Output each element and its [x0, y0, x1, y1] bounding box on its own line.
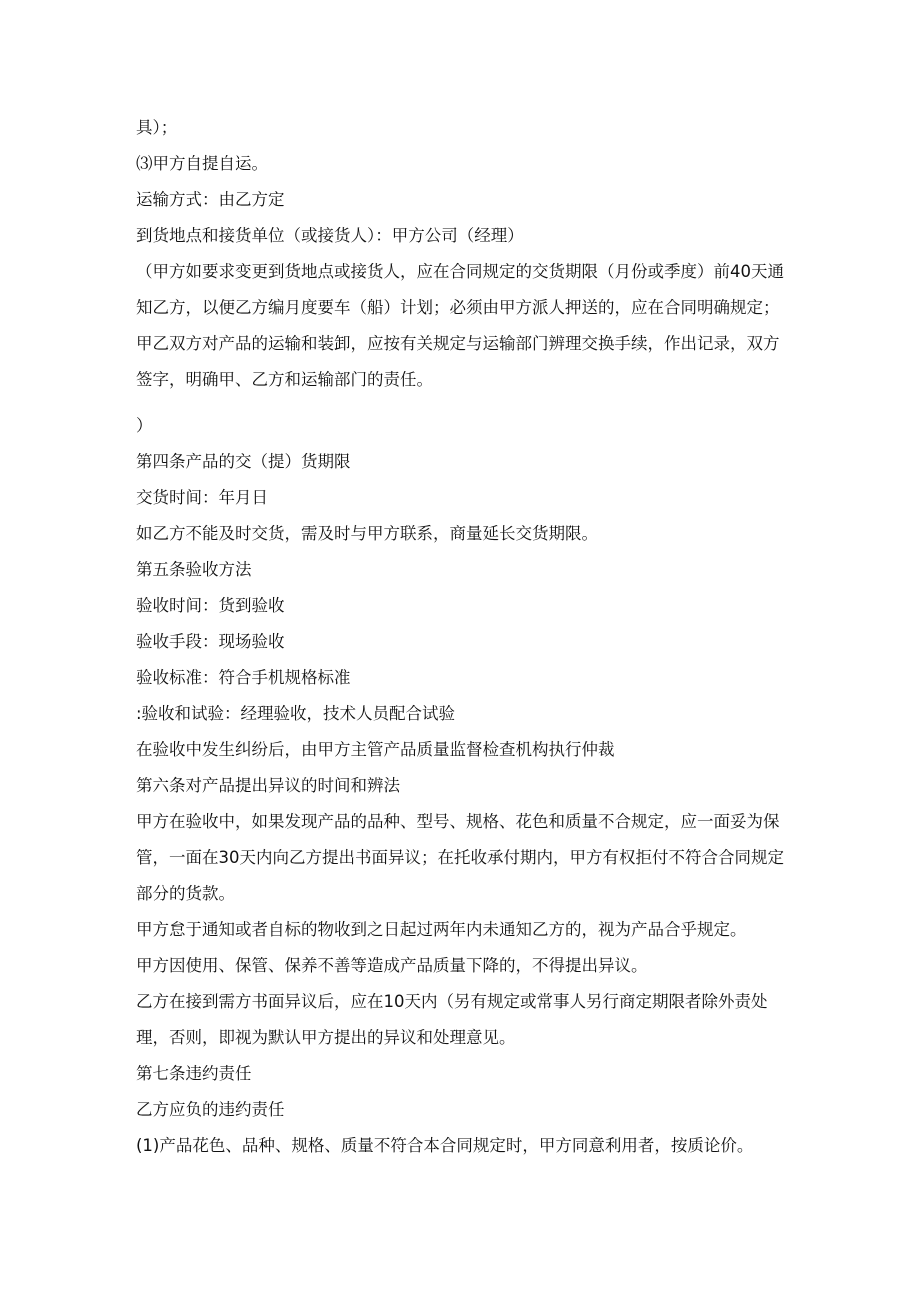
document-body: [136, 110, 786, 1164]
paragraph: 甲方在验收中，如果发现产品的品种、型号、规格、花色和质量不合规定，应一面妥为保管，一面在30天内向乙方提出书面异议；在托收承付期内，甲方有权拒付不符合合同规定部分的货款。: [136, 812, 784, 903]
paragraph: 验收标准：符合手机规格标准: [136, 668, 351, 687]
paragraph: ⑶甲方自提自运。: [136, 154, 268, 173]
section-heading: 第四条产品的交（提）货期限: [136, 452, 351, 471]
paragraph: 到货地点和接货单位（或接货人）：甲方公司（经理）: [136, 226, 524, 245]
paragraph: ）: [136, 416, 153, 435]
paragraph: 如乙方不能及时交货，需及时与甲方联系，商量延长交货期限。: [136, 524, 598, 543]
paragraph: 验收手段：现场验收: [136, 632, 285, 651]
paragraph: 交货时间：年月日: [136, 488, 268, 507]
paragraph: 运输方式：由乙方定: [136, 190, 285, 209]
paragraph: 在验收中发生纠纷后，由甲方主管产品质量监督检查机构执行仲裁: [136, 740, 615, 759]
paragraph: (1)产品花色、品种、规格、质量不符合本合同规定时，甲方同意利用者，按质论价。: [136, 1136, 754, 1155]
paragraph: （甲方如要求变更到货地点或接货人，应在合同规定的交货期限（月份或季度）前40天通知乙方，以便乙方编月度要车（船）计划；必须由甲方派人押送的，应在合同明确规定；甲乙双方对产品的运输和装卸，应按有关规定与运输部门辨理交换手续，作出记录，双方签字，明确甲、乙方和运输部门的责任。: [136, 262, 784, 389]
section-heading: 第五条验收方法: [136, 560, 252, 579]
paragraph: 甲方怠于通知或者自标的物收到之日起过两年内未通知乙方的，视为产品合乎规定。: [136, 920, 747, 939]
paragraph: 甲方因使用、保管、保养不善等造成产品质量下降的，不得提出异议。: [136, 956, 648, 975]
paragraph: :验收和试验：经理验收，技术人员配合试验: [136, 704, 456, 723]
paragraph: 乙方在接到需方书面异议后，应在10天内（另有规定或常事人另行商定期限者除外责处理，否则，即视为默认甲方提出的异议和处理意见。: [136, 992, 768, 1047]
paragraph: 乙方应负的违约责任: [136, 1100, 285, 1119]
paragraph: 验收时间：货到验收: [136, 596, 285, 615]
paragraph: 具）；: [136, 118, 178, 137]
section-heading: 第七条违约责任: [136, 1064, 252, 1083]
section-heading: 第六条对产品提出异议的时间和辨法: [136, 776, 400, 795]
